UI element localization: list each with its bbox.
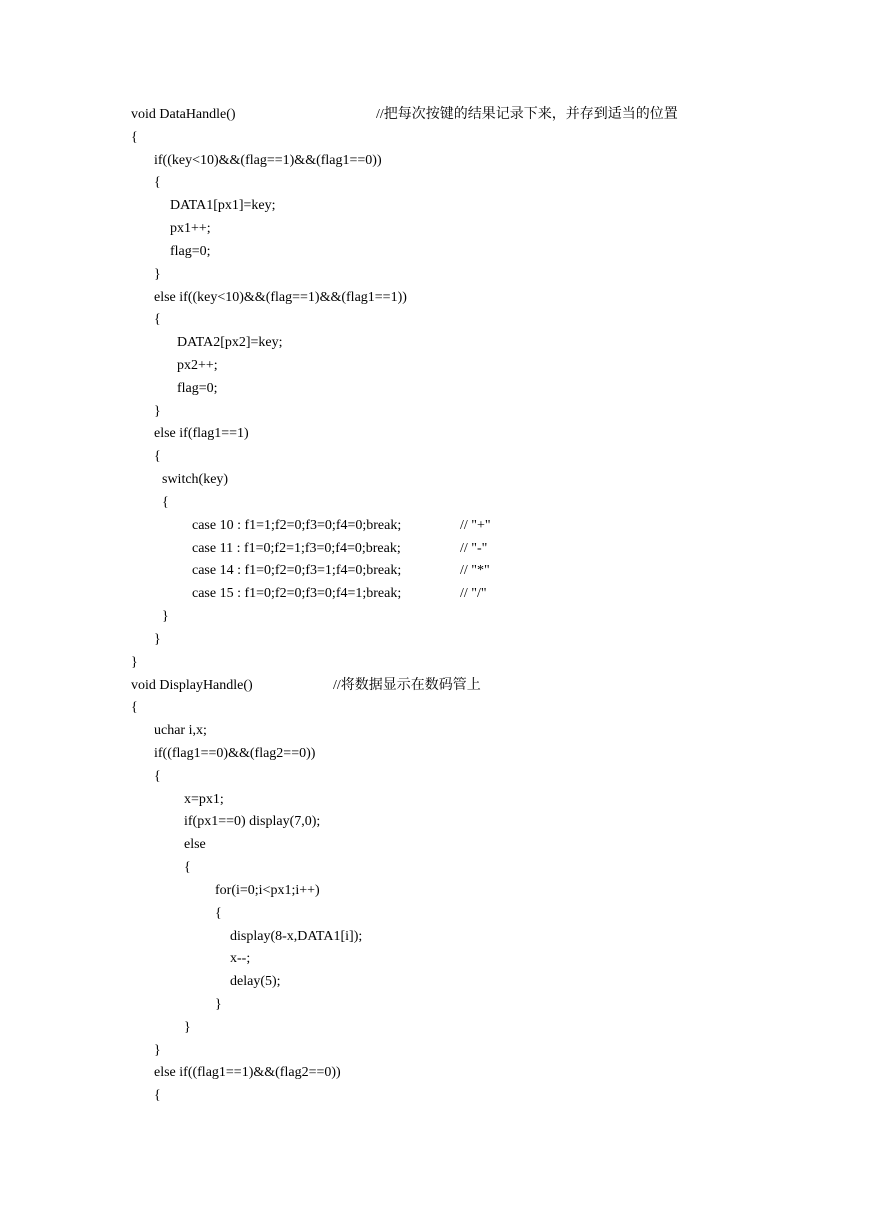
code-comment: // "*"	[460, 563, 490, 578]
code-line: case 15 : f1=0;f2=0;f3=0;f4=1;break;	[192, 586, 402, 601]
code-comment: // "-"	[460, 541, 488, 556]
code-line: }	[162, 609, 169, 624]
code-line: for(i=0;i<px1;i++)	[215, 883, 320, 898]
code-line: if(px1==0) display(7,0);	[184, 814, 321, 829]
code-line: x=px1;	[184, 792, 224, 807]
code-line: px2++;	[177, 358, 218, 373]
code-line: {	[154, 175, 161, 190]
code-line: DATA2[px2]=key;	[177, 335, 283, 350]
code-line: {	[162, 495, 169, 510]
code-line: {	[154, 769, 161, 784]
code-line: }	[184, 1020, 191, 1035]
code-line: flag=0;	[177, 381, 218, 396]
code-line: x--;	[230, 951, 251, 966]
code-line: else	[184, 837, 206, 852]
code-line: flag=0;	[170, 244, 211, 259]
code-line: {	[131, 700, 138, 715]
code-line: }	[154, 404, 161, 419]
code-line: {	[154, 449, 161, 464]
code-line: {	[184, 860, 191, 875]
code-line: }	[215, 997, 222, 1012]
code-comment: //把每次按键的结果记录下来，并存到适当的位置	[376, 107, 678, 122]
code-comment: // "/"	[460, 586, 487, 601]
code-line: }	[154, 1043, 161, 1058]
code-line: void DisplayHandle()	[131, 678, 253, 693]
code-line: else if(flag1==1)	[154, 426, 249, 441]
code-line: case 11 : f1=0;f2=1;f3=0;f4=0;break;	[192, 541, 401, 556]
code-line: if((flag1==0)&&(flag2==0))	[154, 746, 316, 761]
code-line: {	[154, 312, 161, 327]
code-line: else if((flag1==1)&&(flag2==0))	[154, 1065, 341, 1080]
code-line: display(8-x,DATA1[i]);	[230, 929, 363, 944]
code-line: void DataHandle()	[131, 107, 236, 122]
code-line: switch(key)	[162, 472, 229, 487]
code-line: {	[154, 1088, 161, 1103]
code-line: px1++;	[170, 221, 211, 236]
code-line: }	[154, 632, 161, 647]
code-line: else if((key<10)&&(flag==1)&&(flag1==1))	[154, 290, 407, 305]
code-line: {	[131, 130, 138, 145]
code-line: case 14 : f1=0;f2=0;f3=1;f4=0;break;	[192, 563, 402, 578]
code-line: if((key<10)&&(flag==1)&&(flag1==0))	[154, 153, 382, 168]
code-line: delay(5);	[230, 974, 281, 989]
code-line: uchar i,x;	[154, 723, 207, 738]
code-line: DATA1[px1]=key;	[170, 198, 276, 213]
code-line: case 10 : f1=1;f2=0;f3=0;f4=0;break;	[192, 518, 402, 533]
code-comment: //将数据显示在数码管上	[333, 678, 481, 693]
code-comment: // "+"	[460, 518, 491, 533]
code-line: {	[215, 906, 222, 921]
code-line: }	[131, 655, 138, 670]
code-line: }	[154, 267, 161, 282]
